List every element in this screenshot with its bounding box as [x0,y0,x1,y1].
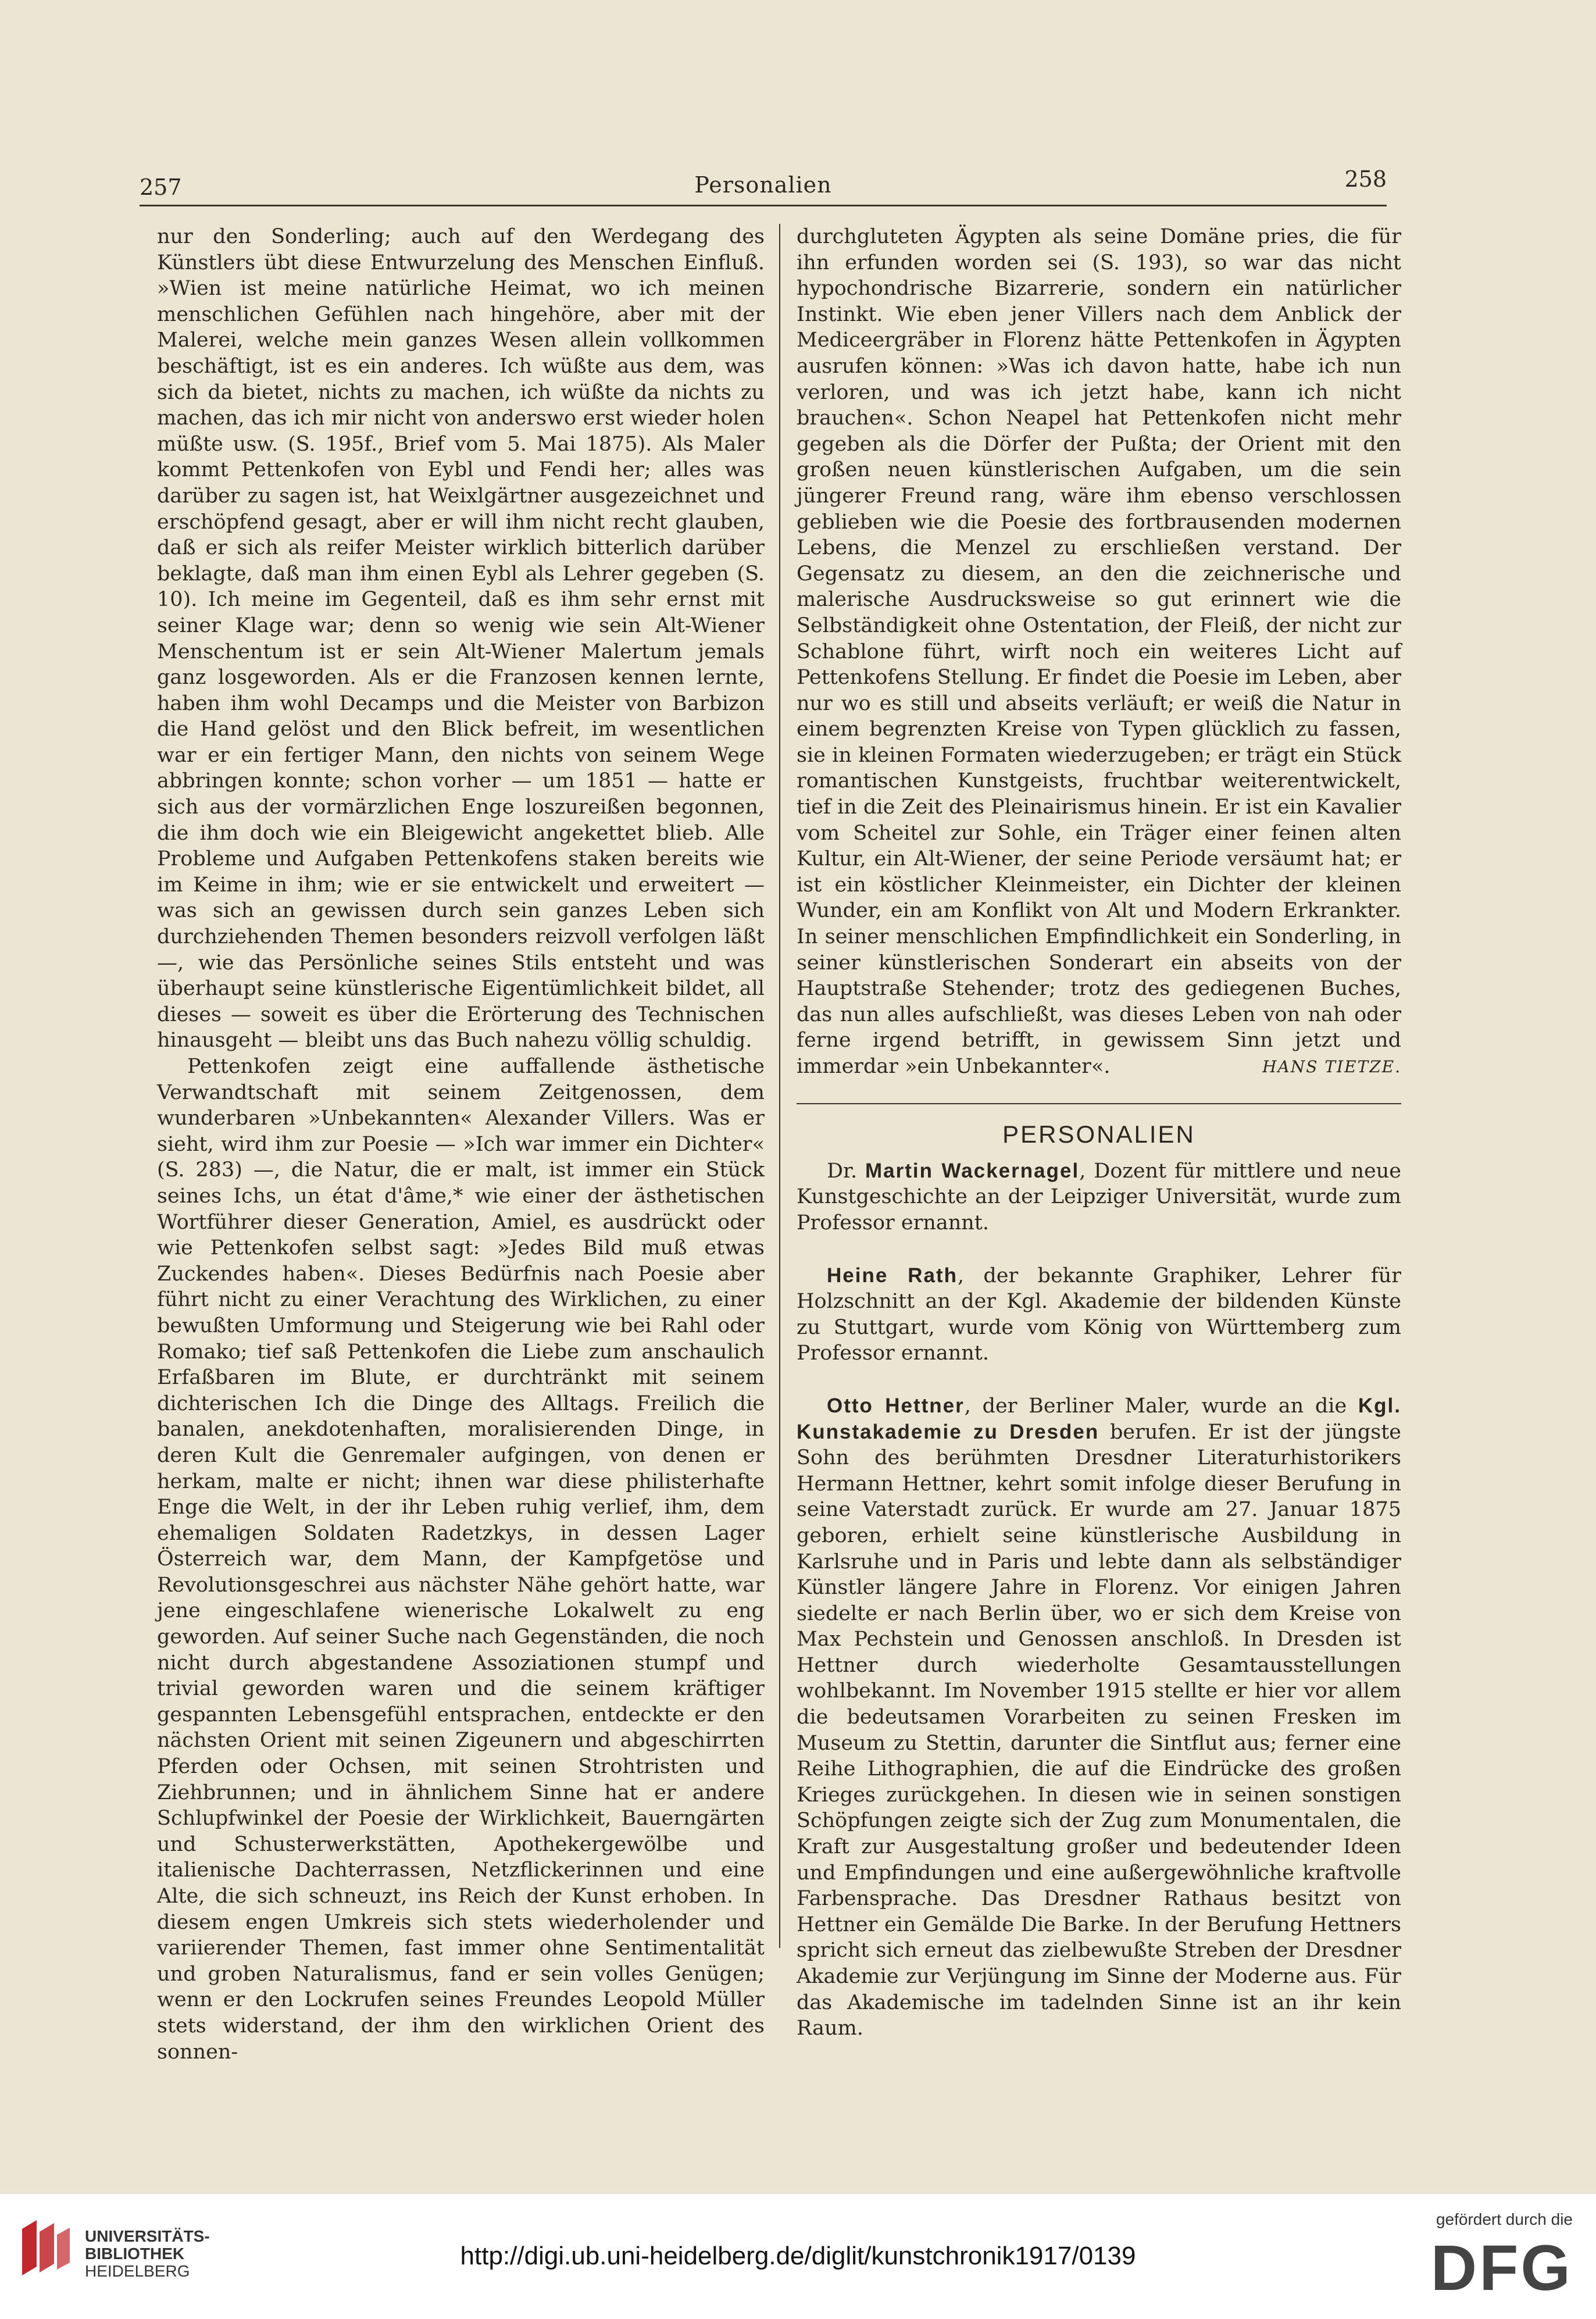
author-signature: HANS TIETZE. [1262,1057,1401,1076]
paragraph: nur den Sonderling; auch auf den Werdegang des Künstlers übt diese Entwurzelung des Menschen Einfluß. »Wien ist meine natürliche Heimat, wo ich meinen menschlichen Gefühlen nach hingehöre, aber mit der Malerei, welche mein ganzes Wesen allein vollkommen beschäftigt, ist es ein anderes. Ich wüßte aus dem, was sich da bietet, nichts zu machen, ich wüßte da nichts zu machen, das ich mir nicht von anderswo erst wieder holen müßte usw. (S. 195f., Brief vom 5. Mai 1875). Als Maler kommt Pettenkofen von Eybl und Fendi her; alles was darüber zu sagen ist, hat Weixlgärtner ausgezeichnet und erschöpfend gesagt, aber er will ihm nicht recht glauben, daß er sich als reifer Meister wirklich bitterlich darüber beklagte, daß man ihm einen Eybl als Lehrer gegeben (S. 10). Ich meine im Gegenteil, daß es ihm sehr ernst mit seiner Klage war; denn so wenig wie sein Alt-Wiener Menschentum ist er sein Alt-Wiener Malertum jemals ganz losgeworden. Als er die Franzosen kennen lernte, haben ihm wohl Decamps und die Meister von Barbizon die Hand gelöst und den Blick befreit, im wesentlichen war er ein fertiger Mann, den nichts von seinem Wege abbringen konnte; schon vorher — um 1851 — hatte er sich aus der vormärzlichen Enge loszureißen begonnen, die ihm doch wie ein Bleigewicht angekettet blieb. Alle Probleme und Aufgaben Pettenkofens staken bereits wie im Keime in ihm; wie er sie entwickelt und erweitert — was sich an gewissen durch sein ganzes Leben sich durchziehenden Themen besonders reizvoll verfolgen läßt —, wie das Persönliche seines Stils entsteht und was überhaupt seine künstlerische Eigentümlichkeit bildet, all dieses — soweit es über die Erörterung des Technischen hinausgeht — bleibt uns das Buch nahezu völlig schuldig. [157,225,765,1053]
person-name: Martin Wackernagel [865,1159,1080,1182]
entry-text: berufen. Er ist der jüngste Sohn des berühmten Dresdner Literaturhistorikers Hermann Hettner, kehrt somit infolge dieser Berufung in seine Vaterstadt zurück. Er wurde am 27. Januar 1875 geboren, erhielt seine künstlerische Ausbildung in Karlsruhe und in Paris und lebte dann als selbständiger Künstler längere Jahre in Florenz. Vor einigen Jahren siedelte er nach Berlin über, wo er sich dem Kreise von Max Pechstein und Genossen anschloß. In Dresden ist Hettner durch wiederholte Gesamtausstellungen wohlbekannt. Im November 1915 stellte er hier vor allem die bedeutsamen Vorarbeiten zu seinen Fresken im Museum zu Stettin, darunter die Sintflut aus; ferner eine Reihe Lithographien, die auf die Eindrücke des großen Krieges zurückgehen. In diesen wie in seinen sonstigen Schöpfungen zeigte sich der Zug zum Monumentalen, die Kraft zur Ausgestaltung großer und bedeutender Ideen und Empfindungen und eine außergewöhnliche kraftvolle Farbensprache. Das Dresdner Rathaus besitzt von Hettner ein Gemälde Die Barke. In der Berufung Hettners spricht sich erneut das zielbewußte Streben der Dresdner Akademie zur Verjüngung im Sinne der Moderne aus. Für das Akademische im tadelnden Sinne ist an ihr kein Raum. [797,1420,1401,2040]
page-header [140,164,1387,199]
dfg-wordmark: DFG [1430,2232,1573,2304]
digitization-footer [0,2193,1596,2319]
permalink-url[interactable]: http://digi.ub.uni-heidelberg.de/diglit/kunstchronik1917/0139 [460,2242,1136,2270]
entry-text: , der bekannte Graphiker, Lehrer für Holzschnitt an der Kgl. Akademie der bildenden Künste zu Stuttgart, wurde vom König von Württemberg zum Professor ernannt. [797,1264,1402,1365]
institution-name: Kgl. Kunstakademie zu Dresden [797,1394,1401,1443]
paragraph: durchgluteten Ägypten als seine Domäne pries, die für ihn erfunden worden sei (S. 193), so war das nicht hypochondrische Bizarrerie, sondern ein natürlicher Instinkt. Wie eben jener Villers nach dem Anblick der Mediceergräber in Florenz hätte Pettenkofen in Ägypten ausrufen können: »Was ich davon hatte, habe ich nun verloren, und was ich jetzt habe, kann ich nicht brauchen«. Schon Neapel hat Pettenkofen nicht mehr gegeben als die Dörfer der Pußta; der Orient mit den großen neuen künstlerischen Aufgaben, um die sein jüngerer Freund rang, wäre ihm ebenso verschlossen geblieben wie die Poesie des fortbrausenden modernen Lebens, die Menzel zu erschließen verstand. Der Gegensatz zu diesem, an den die zeichnerische und malerische Ausdrucksweise so gut erinnert wie die Selbständigkeit ohne Ostentation, der Fleiß, der nicht zur Schablone führt, wirft noch ein weiteres Licht auf Pettenkofens Stellung. Er findet die Poesie im Leben, aber nur wo es still und abseits verläuft; er weiß die Natur in einem begrenzten Kreise von Typen glücklich zu fassen, sie in kleinen Formaten wiederzugeben; er trägt ein Stück romantischen Kunstgeists, fruchtbar weiterentwickelt, tief in die Zeit des Pleinairismus hinein. Er ist ein Kavalier vom Scheitel zur Sohle, ein Träger einer feinen alten Kultur, ein Alt-Wiener, der seine Periode versäumt hat; er ist ein köstlicher Kleinmeister, ein Dichter der kleinen Wunder, ein am Konflikt von Alt und Modern Erkrankter. In seiner menschlichen Empfindlichkeit ein Sonderling, in seiner künstlerischen Sonderart ein abseits von der Hauptstraße Stehender; trotz des gediegenen Buches, das nun alles aufschließt, was dieses Leben von nah oder ferne irgend betrifft, in gewissem Sinn jetzt und immerdar »ein Unbekannter«. [797,225,1401,1078]
library-name: UNIVERSITÄTS- BIBLIOTHEK HEIDELBERG [85,2227,210,2280]
entry-text: , Dozent für mittlere und neue Kunstgeschichte an der Leipziger Universität, wurde zum Professor ernannt. [797,1159,1401,1235]
column-divider [779,224,780,1948]
right-column [797,224,1401,2068]
running-title: Personalien [694,172,832,198]
header-rule [140,205,1387,206]
funding-caption: gefördert durch die [1436,2210,1573,2228]
personalia-entry [797,1393,1401,2042]
dfg-logo[interactable] [1381,2210,1573,2304]
page-number-right: 258 [1344,166,1387,192]
entry-prefix: Dr. [827,1159,866,1183]
personalia-entry [797,1158,1401,1236]
section-heading: PERSONALIEN [1002,1121,1195,1148]
left-column [157,224,765,2065]
page-number-left: 257 [140,174,182,200]
personalia-entry [797,1263,1401,1367]
entry-text: , der Berliner Maler, wurde an die [964,1394,1358,1418]
person-name: Heine Rath [827,1264,958,1287]
person-name: Otto Hettner [827,1394,965,1417]
paragraph: Pettenkofen zeigt eine auffallende ästhetische Verwandtschaft mit seinem Zeitgenossen, dem wunderbaren »Unbekannten« Alexander Villers. Was er sieht, wird ihm zur Poesie — »Ich war immer ein Dichter« (S. 283) —, die Natur, die er malt, ist immer ein Stück seines Ichs, un état d'âme,* wie einer der ästhetischen Wortführer dieser Generation, Amiel, es ausdrückt oder wie Pettenkofen selbst sagt: »Jedes Bild muß etwas Zuckendes haben«. Dieses Bedürfnis nach Poesie aber führt nicht zu einer Verachtung des Wirklichen, zu einer bewußten Umformung und Steigerung wie bei Rahl oder Romako; tief saß Pettenkofen die Liebe zum anschaulich Erfaßbaren im Blute, er durchtränkt mit seinem dichterischen Ich die Dinge des Alltags. Freilich die banalen, anekdotenhaften, moralisierenden Dinge, in deren Kult die Genremaler aufgingen, von denen er herkam, malte er nicht; ihnen war diese philisterhafte Enge die Welt, in der ihr Leben ruhig verlief, ihm, dem ehemaligen Soldaten Radetzkys, in dessen Lager Österreich war, dem Mann, der Kampfgetöse und Revolutionsgeschrei aus nächster Nähe gehört hatte, war jene eingeschlafene wienerische Lokalwelt zu eng geworden. Auf seiner Suche nach Gegenständen, die noch nicht durch abgestandene Assoziationen stumpf und trivial geworden waren und die seinem kräftiger gespannten Lebensgefühl entsprachen, entdeckte er den nächsten Orient mit seinen Zigeunern und abgeschirrten Pferden oder Ochsen, mit seinen Strohtristen und Ziehbrunnen; und in ähnlichem Sinne hat er andere Schlupfwinkel der Poesie der Wirklichkeit, Bauerngärten und Schusterwerkstätten, Apothekergewölbe und italienische Dachterrassen, Netzflickerinnen und eine Alte, die sich schneuzt, ins Reich der Kunst erhoben. In diesem engen Umkreis sich stets wiederholender und variierender Themen, fast immer ohne Sentimentalität und groben Naturalismus, fand er sein volles Genügen; wenn er den Lockrufen seines Freundes Leopold Müller stets widerstand, der ihm den wirklichen Orient des sonnen- [157,1055,765,2064]
section-rule [797,1103,1401,1104]
